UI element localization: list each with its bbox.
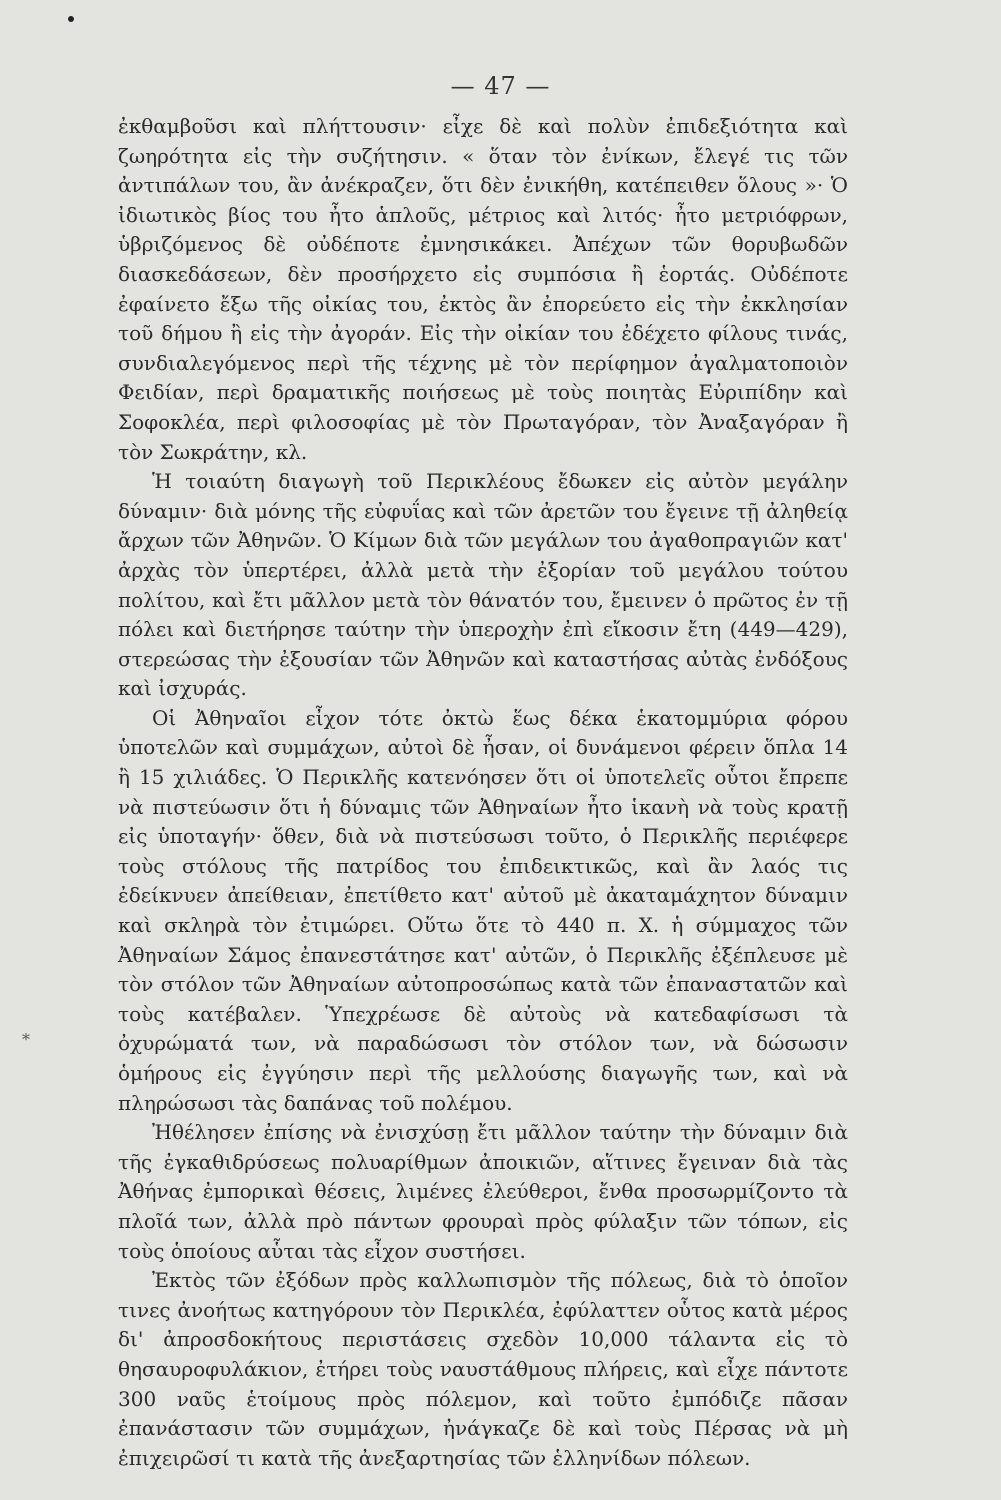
paragraph-1: ἐκθαμβοῦσι καὶ πλήττουσιν· εἶχε δὲ καὶ πολὺν ἐπιδεξιότητα καὶ ζωηρότητα εἰς τὴν συζήτησιν. « ὅταν τὸν ἐνίκων, ἔλεγέ τις τῶν ἀντιπάλων του, ἂν ἀνέκραζεν, ὅτι δὲν ἐνικήθη, κατέπειθεν ὅλους »· Ὁ ἰδιωτικὸς βίος του ἦτο ἁπλοῦς, μέτριος καὶ λιτός· ἦτο μετριόφρων, ὑβριζόμενος δὲ οὐδέποτε ἐμνησικάκει. Ἀπέχων τῶν θορυβωδῶν διασκεδάσεων, δὲν προσήρχετο εἰς συμπόσια ἢ ἑορτάς. Οὐδέποτε ἐφαίνετο ἔξω τῆς οἰκίας του, ἐκτὸς ἂν ἐπορεύετο εἰς τὴν ἐκκλησίαν τοῦ δήμου ἢ εἰς τὴν ἀγοράν. Εἰς τὴν οἰκίαν του ἐδέχετο φίλους τινάς, συνδιαλεγόμενος περὶ τῆς τέχνης μὲ τὸν περίφημον ἀγαλματοποιὸν Φειδίαν, περὶ δραματικῆς ποιήσεως μὲ τοὺς ποιητὰς Εὐριπίδην καὶ Σοφοκλέα, περὶ φιλοσοφίας μὲ τὸν Πρωταγόραν, τὸν Ἀναξαγόραν ἢ τὸν Σωκράτην, κλ.	[118, 114, 848, 464]
margin-asterisk: *	[22, 1030, 30, 1049]
paragraph-5: Ἐκτὸς τῶν ἐξόδων πρὸς καλλωπισμὸν τῆς πόλεως, διὰ τὸ ὁποῖον τινες ἀνοήτως κατηγόρουν τὸν Περικλέα, ἐφύλαττεν οὗτος κατὰ μέρος δι' ἀπροσδοκήτους περιστάσεις σχεδὸν 10,000 τάλαντα εἰς τὸ θησαυροφυλάκιον, ἐτήρει τοὺς ναυστάθμους πλήρεις, καὶ εἶχε πάντοτε 300 ναῦς ἑτοίμους πρὸς πόλεμον, καὶ τοῦτο ἐμπόδιζε πᾶσαν ἐπανάστασιν τῶν συμμάχων, ἠνάγκαζε δὲ καὶ τοὺς Πέρσας νὰ μὴ ἐπιχειρῶσί τι κατὰ τῆς ἀνεξαρτησίας τῶν ἑλληνίδων πόλεων.	[118, 1268, 848, 1470]
margin-dot	[68, 16, 74, 22]
page-number: — 47 —	[450, 72, 551, 100]
paragraph-2: Ἡ τοιαύτη διαγωγὴ τοῦ Περικλέους ἔδωκεν εἰς αὐτὸν μεγάλην δύναμιν· διὰ μόνης τῆς εὐφυΐας καὶ τῶν ἀρετῶν του ἔγεινε τῇ ἀληθείᾳ ἄρχων τῶν Ἀθηνῶν. Ὁ Κίμων διὰ τῶν μεγάλων του ἀγαθοπραγιῶν κατ' ἀρχὰς τὸν ὑπερτέρει, ἀλλὰ μετὰ τὴν ἐξορίαν τοῦ μεγάλου τούτου πολίτου, καὶ ἔτι μᾶλλον μετὰ τὸν θάνατόν του, ἔμεινεν ὁ πρῶτος ἐν τῇ πόλει καὶ διετήρησε ταύτην τὴν ὑπεροχὴν ἐπὶ εἴκοσιν ἔτη (449—429), στερεώσας τὴν ἐξουσίαν τῶν Ἀθηνῶν καὶ καταστήσας αὐτὰς ἐνδόξους καὶ ἰσχυράς.	[118, 469, 848, 701]
paragraph-3: Οἱ Ἀθηναῖοι εἶχον τότε ὀκτὼ ἕως δέκα ἑκατομμύρια φόρου ὑποτελῶν καὶ συμμάχων, αὐτοὶ δὲ ἦσαν, οἱ δυνάμενοι φέρειν ὅπλα 14 ἢ 15 χιλιάδες. Ὁ Περικλῆς κατενόησεν ὅτι οἱ ὑποτελεῖς οὗτοι ἔπρεπε νὰ πιστεύωσιν ὅτι ἡ δύναμις τῶν Ἀθηναίων ἦτο ἱκανὴ νὰ τοὺς κρατῇ εἰς ὑποταγήν· ὅθεν, διὰ νὰ πιστεύσωσι τοῦτο, ὁ Περικλῆς περιέφερε τοὺς στόλους τῆς πατρίδος του ἐπιδεικτικῶς, καὶ ἂν λαός τις ἐδείκνυεν ἀπείθειαν, ἐπετίθετο κατ' αὐτοῦ μὲ ἀκαταμάχητον δύναμιν καὶ σκληρὰ τὸν ἐτιμώρει. Οὕτω ὅτε τὸ 440 π. Χ. ἡ σύμμαχος τῶν Ἀθηναίων Σάμος ἐπανεστάτησε κατ' αὐτῶν, ὁ Περικλῆς ἐξέπλευσε μὲ τὸν στόλον τῶν Ἀθηναίων αὐτοπροσώπως κατὰ τῶν ἐπαναστατῶν καὶ τοὺς κατέβαλεν. Ὑπεχρέωσε δὲ αὐτοὺς νὰ κατεδαφίσωσι τὰ ὀχυρώματά των, νὰ παραδώσωσι τὸν στόλον των, νὰ δώσωσιν ὁμήρους εἰς ἐγγύησιν περὶ τῆς μελλούσης διαγωγῆς των, καὶ νὰ πληρώσωσι τὰς δαπάνας τοῦ πολέμου.	[118, 705, 848, 1115]
body-text	[118, 112, 848, 1473]
paragraph-4: Ἠθέλησεν ἐπίσης νὰ ἐνισχύσῃ ἔτι μᾶλλον ταύτην τὴν δύναμιν διὰ τῆς ἐγκαθιδρύσεως πολυαρίθμων ἀποικιῶν, αἵτινες ἔγειναν διὰ τὰς Ἀθήνας ἐμπορικαὶ θέσεις, λιμένες ἐλεύθεροι, ἔνθα προσωρμίζοντο τὰ πλοῖά των, ἀλλὰ πρὸ πάντων φρουραὶ πρὸς φύλαξιν τῶν τόπων, εἰς τοὺς ὁποίους αὗται τὰς εἶχον συστήσει.	[118, 1120, 848, 1263]
